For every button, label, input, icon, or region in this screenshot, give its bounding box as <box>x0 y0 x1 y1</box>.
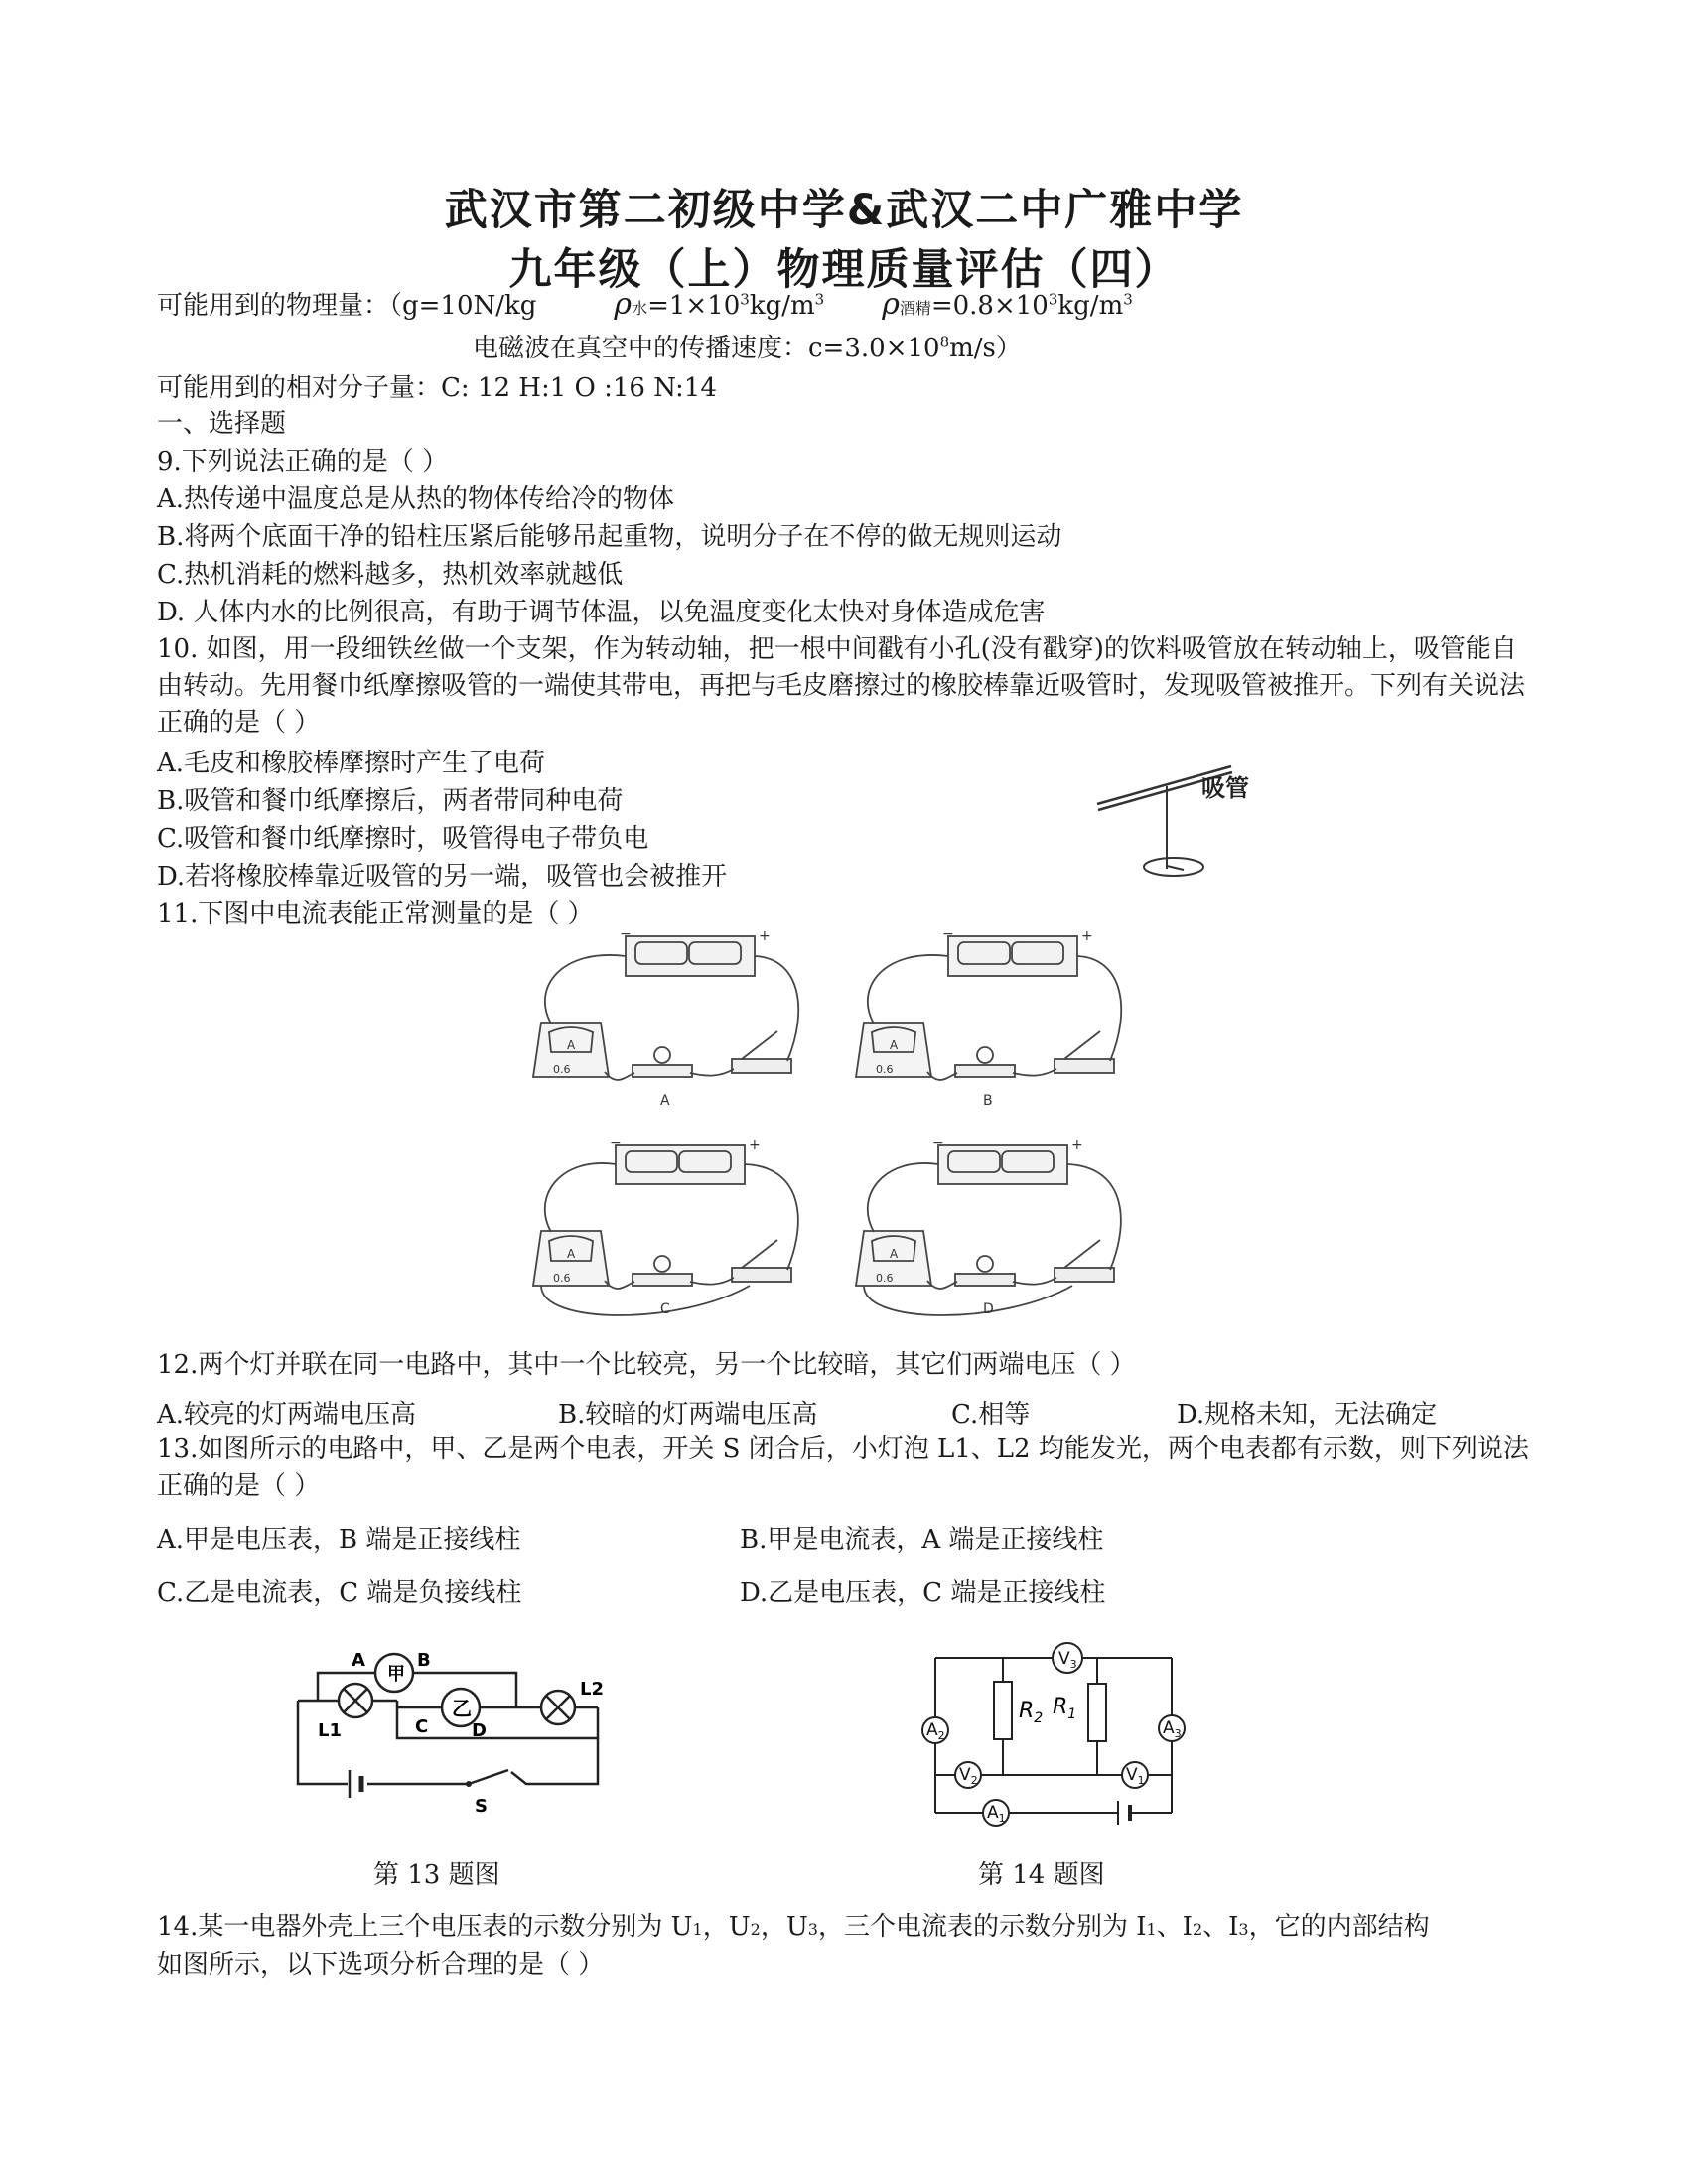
ammeter-scale: 0.6 <box>876 1272 894 1285</box>
wire-stand <box>1144 786 1203 876</box>
switch-base <box>732 1268 791 1282</box>
bulb-base <box>633 1065 692 1077</box>
exam-title-line2: 九年级（上）物理质量评估（四） <box>508 245 1180 295</box>
switch-label: S <box>475 1796 488 1817</box>
panel-label: D <box>983 1301 994 1317</box>
circuit-panel-c <box>533 1135 798 1317</box>
switch-lever <box>742 1031 777 1059</box>
meter-yi: 乙 <box>452 1697 472 1720</box>
wire <box>1077 956 1121 1061</box>
constants-lead: 可能用到的物理量：（g=10N/kg <box>157 291 537 321</box>
wire <box>605 1281 634 1289</box>
ammeter-letter: A <box>567 1038 576 1052</box>
wire <box>541 1286 750 1315</box>
wire <box>864 1286 1072 1315</box>
q12-option-a: A.较亮的灯两端电压高 <box>157 1400 417 1430</box>
q9-option-b: B.将两个底面干净的铅柱压紧后能够吊起重物，说明分子在不停的做无规则运动 <box>157 522 1062 552</box>
voltmeter-v3: $V_3$ <box>1058 1649 1077 1671</box>
wire <box>755 956 798 1061</box>
meter-jia: 甲 <box>387 1664 405 1685</box>
rho-symbol: ρ <box>614 287 633 322</box>
wire <box>545 955 626 1024</box>
wire <box>690 1278 734 1285</box>
lamp-l1-label: L1 <box>318 1720 342 1741</box>
q11-circuit-figure <box>521 928 1167 1345</box>
q9-stem: 9.下列说法正确的是（ ） <box>157 447 449 477</box>
q13-option-d: D.乙是电压表，C 端是正接线柱 <box>740 1578 1106 1608</box>
switch-lever <box>742 1240 777 1268</box>
q12-option-d: D.规格未知，无法确定 <box>1177 1400 1438 1430</box>
q11-stem: 11.下图中电流表能正常测量的是（ ） <box>157 899 594 929</box>
q14-figure-caption: 第 14 题图 <box>978 1860 1105 1890</box>
q10-option-d: D.若将橡胶棒靠近吸管的另一端，吸管也会被推开 <box>157 862 728 891</box>
bulb <box>977 1047 993 1063</box>
circuit-panel-a <box>533 928 798 1109</box>
q10-option-b: B.吸管和餐巾纸摩擦后，两者带同种电荷 <box>157 786 624 816</box>
minus-sign: − <box>610 1135 622 1151</box>
bulb-base <box>955 1274 1015 1286</box>
ammeter-letter: A <box>890 1247 899 1261</box>
ammeter-letter: A <box>567 1247 576 1261</box>
q9-option-a: A.热传递中温度总是从热的物体传给冷的物体 <box>157 484 675 514</box>
wire <box>690 1069 734 1076</box>
q10-straw-figure <box>1092 754 1291 888</box>
q9-option-c: C.热机消耗的燃料越多，热机效率就越低 <box>157 560 624 590</box>
minus-sign: − <box>932 1135 944 1151</box>
water-label: 水 <box>632 299 648 318</box>
bulb <box>654 1256 670 1272</box>
q12-option-c: C.相等 <box>951 1400 1031 1430</box>
wire <box>868 955 948 1024</box>
switch-base <box>1055 1268 1114 1282</box>
plus-sign: + <box>759 928 771 944</box>
wire <box>927 1281 957 1289</box>
ammeter-scale: 0.6 <box>553 1063 571 1076</box>
q10-option-c: C.吸管和餐巾纸摩擦时，吸管得电子带负电 <box>157 824 649 854</box>
q14-stem: 14.某一电器外壳上三个电压表的示数分别为 U1，U2，U3，三个电流表的示数分别为 I1、I2、I3，它的内部结构 <box>157 1912 1430 1942</box>
switch-base <box>732 1059 791 1073</box>
svg-text:A: A <box>352 1650 365 1671</box>
panel-label: A <box>660 1093 670 1109</box>
q10-option-a: A.毛皮和橡胶棒摩擦时产生了电荷 <box>157 749 546 778</box>
q14-stem-line2: 如图所示，以下选项分析合理的是（ ） <box>157 1950 605 1979</box>
bulb <box>654 1047 670 1063</box>
wire <box>1013 1278 1056 1285</box>
q12-stem: 12.两个灯并联在同一电路中，其中一个比较亮，另一个比较暗，其它们两端电压（ ） <box>157 1350 1136 1380</box>
bulb <box>977 1256 993 1272</box>
svg-text:B: B <box>417 1650 431 1671</box>
molecular-mass-line: 可能用到的相对分子量：C: 12 H:1 O :16 N:14 <box>157 373 717 403</box>
exam-title-line1: 武汉市第二初级中学&武汉二中广雅中学 <box>444 186 1244 235</box>
alcohol-density: =0.8×10 <box>930 291 1049 321</box>
wire <box>605 1072 634 1080</box>
ammeter-a1: $A_1$ <box>987 1803 1006 1825</box>
svg-text:C: C <box>415 1716 429 1737</box>
alcohol-label: 酒精 <box>899 299 931 318</box>
q13-option-a: A.甲是电压表，B 端是正接线柱 <box>157 1525 521 1555</box>
resistor-r2-label: $R_2$ <box>1019 1699 1044 1726</box>
wire <box>1067 1164 1121 1270</box>
em-wave-line: 电磁波在真空中的传播速度：$c=3.0\times 10^8m/s$） <box>473 333 1022 363</box>
q9-option-d: D. 人体内水的比例很高，有助于调节体温，以免温度变化太快对身体造成危害 <box>157 598 1046 627</box>
water-density: =1×10 <box>647 291 741 321</box>
wire <box>545 1163 616 1232</box>
switch-base <box>1055 1059 1114 1073</box>
q13-option-c: C.乙是电流表，C 端是负接线柱 <box>157 1578 522 1608</box>
bulb-base <box>633 1274 692 1286</box>
wire <box>868 1163 938 1232</box>
q12-option-b: B.较暗的灯两端电压高 <box>558 1400 818 1430</box>
straw-label: 吸管 <box>1201 774 1249 802</box>
ammeter-letter: A <box>890 1038 899 1052</box>
switch-s <box>469 1770 508 1784</box>
panel-label: B <box>983 1093 993 1109</box>
panel-label: C <box>660 1301 670 1317</box>
circuit-panel-b <box>856 928 1121 1109</box>
minus-sign: − <box>942 928 954 942</box>
voltmeter-v1: $V_1$ <box>1126 1765 1145 1787</box>
q14-circuit-figure <box>904 1628 1201 1846</box>
wire <box>745 1164 798 1270</box>
q13-figure-caption: 第 13 题图 <box>373 1860 500 1890</box>
q10-stem: 10. 如图，用一段细铁丝做一个支架，作为转动轴，把一根中间戳有小孔(没有戳穿)的饮料吸管放在转动轴上，吸管能自由转动。先用餐巾纸摩擦吸管的一端使其带电，再把与毛皮磨擦过的橡胶棒靠近吸管时，发现吸管被推开。下列有关说法正确的是（ ） <box>157 634 1526 738</box>
switch-lever <box>1064 1031 1100 1059</box>
q13-circuit-figure <box>288 1633 626 1832</box>
svg-text:D: D <box>472 1720 487 1741</box>
lamp-l2-label: L2 <box>580 1679 604 1700</box>
switch-lever <box>1064 1240 1100 1268</box>
resistor-r1-label: $R_1$ <box>1053 1695 1077 1722</box>
voltmeter-v2: $V_2$ <box>959 1765 978 1787</box>
bulb-base <box>955 1065 1015 1077</box>
plus-sign: + <box>1081 928 1093 944</box>
wire <box>927 1072 957 1080</box>
q13-stem: 13.如图所示的电路中，甲、乙是两个电表，开关 S 闭合后，小灯泡 L1、L2 均能发光，两个电表都有示数，则下列说法正确的是（ ） <box>157 1434 1529 1501</box>
circuit-panel-d <box>856 1135 1121 1317</box>
ammeter-a3: $A_3$ <box>1163 1718 1182 1740</box>
minus-sign: − <box>620 928 632 942</box>
ammeter-scale: 0.6 <box>876 1063 894 1076</box>
q13-option-b: B.甲是电流表，A 端是正接线柱 <box>740 1525 1104 1555</box>
ammeter-a2: $A_2$ <box>926 1720 945 1742</box>
ammeter-scale: 0.6 <box>553 1272 571 1285</box>
plus-sign: + <box>749 1137 761 1153</box>
section-heading: 一、选择题 <box>157 409 287 439</box>
wire <box>1013 1069 1056 1076</box>
constants-line: 可能用到的物理量：（g=10N/kg ρ水$=1\times 10^3kg/m^3$ ρ酒精$=0.8\times 10^3kg/m^3$ <box>157 287 1133 322</box>
plus-sign: + <box>1071 1137 1083 1153</box>
